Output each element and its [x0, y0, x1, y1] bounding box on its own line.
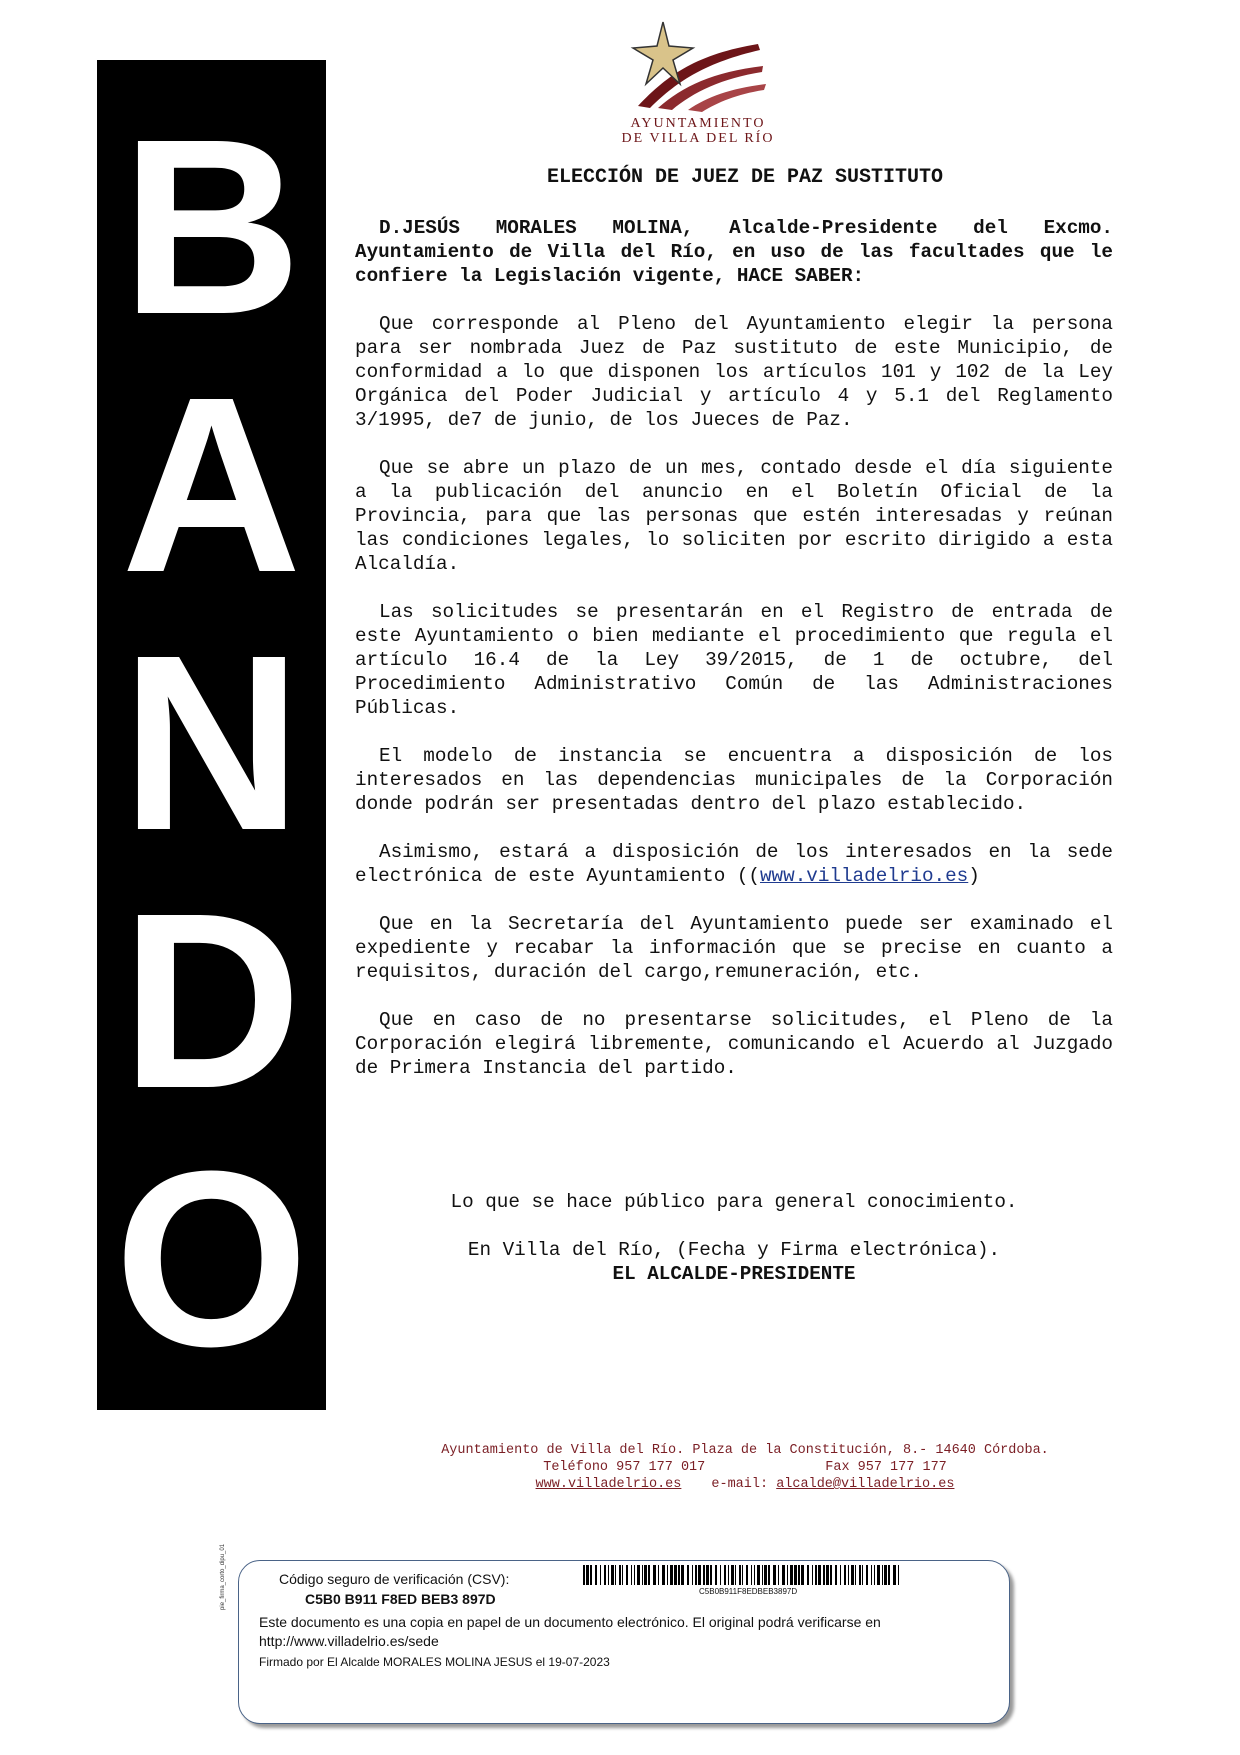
- municipal-logo: [598, 14, 798, 150]
- footer-phone: Teléfono 957 177 017: [543, 1460, 706, 1475]
- bando-letter: B: [121, 87, 302, 366]
- page-footer: [355, 1442, 1135, 1493]
- sede-close: ): [968, 865, 980, 887]
- logo-text: AYUNTAMIENTO: [630, 116, 766, 131]
- logo-text: DE VILLA DEL RÍO: [621, 131, 775, 146]
- footer-links-row: [355, 1476, 1135, 1493]
- body-paragraph: Las solicitudes se presentarán en el Registro de entrada de este Ayuntamiento o bien mediante el procedimiento que regula el artículo 16.4 de la Ley 39/2015, de 1 de octubre, del Procedimiento Administrativo Común de las Administraciones Públicas.: [355, 601, 1113, 719]
- closing-signer: EL ALCALDE-PRESIDENTE: [612, 1263, 856, 1285]
- bando-letter: N: [121, 603, 302, 882]
- verification-box: [238, 1560, 1010, 1724]
- barcode-text: C5B0B911F8EDBEB3897D: [699, 1587, 798, 1596]
- barcode-image: [583, 1565, 943, 1585]
- signed-by: Firmado por El Alcalde MORALES MOLINA JESUS el 19-07-2023: [259, 1655, 610, 1669]
- sede-paragraph: [355, 840, 1113, 888]
- body-paragraph: Que corresponde al Pleno del Ayuntamiento elegir la persona para ser nombrada Juez de Paz sustituto de este Municipio, de conformidad a lo que disponen los artículos 101 y 102 de la Ley Orgánica del Poder Judicial y artículo 4 y 5.1 del Reglamento 3/1995, de7 de junio, de los Jueces de Paz.: [355, 313, 1113, 431]
- intro-paragraph: D.JESÚS MORALES MOLINA, Alcalde-Presidente del Excmo. Ayuntamiento de Villa del Río, en uso de las facultades que le confiere la Legislación vigente, HACE SABER:: [355, 217, 1113, 287]
- bando-letter: O: [114, 1119, 309, 1398]
- body-paragraph: Que en la Secretaría del Ayuntamiento puede ser examinado el expediente y recabar la información que se precise en cuanto a requisitos, duración del cargo,remuneración, etc.: [355, 913, 1113, 983]
- body-paragraph: El modelo de instancia se encuentra a disposición de los interesados en las dependencias municipales de la Corporación donde podrán ser presentadas dentro del plazo establecido.: [355, 745, 1113, 815]
- footer-email-group: [711, 1476, 954, 1493]
- document-body: [355, 216, 1113, 1104]
- footer-web-link[interactable]: www.villadelrio.es: [535, 1477, 682, 1492]
- footer-address: Ayuntamiento de Villa del Río. Plaza de la Constitución, 8.- 14640 Córdoba.: [441, 1443, 1049, 1458]
- bando-letter: A: [121, 345, 302, 624]
- footer-email-link[interactable]: alcalde@villadelrio.es: [776, 1477, 955, 1492]
- side-code: pie_firma_corto_dipu_01: [220, 1543, 226, 1610]
- bando-letter: D: [121, 861, 302, 1140]
- sede-text: Asimismo, estará a disposición de los interesados en la sede electrónica de este Ayuntamiento ((: [355, 841, 1113, 887]
- sede-link[interactable]: www.villadelrio.es: [759, 865, 969, 887]
- footer-contact-row: [355, 1459, 1135, 1476]
- body-paragraph: Que se abre un plazo de un mes, contado desde el día siguiente a la publicación del anuncio en el Boletín Oficial de la Provincia, para que las personas que estén interesadas y reúnan las condiciones legales, lo soliciten por escrito dirigido a esta Alcaldía.: [355, 457, 1113, 575]
- body-paragraph: Que en caso de no presentarse solicitudes, el Pleno de la Corporación elegirá libremente, comunicando el Acuerdo al Juzgado de Primera Instancia del partido.: [355, 1009, 1113, 1079]
- footer-email-label: e-mail:: [711, 1477, 769, 1492]
- document-title: ELECCIÓN DE JUEZ DE PAZ SUSTITUTO: [546, 166, 944, 189]
- star-mountain-icon: [628, 14, 768, 114]
- bando-banner: [97, 60, 326, 1410]
- verification-note: Este documento es una copia en papel de un documento electrónico. El original podrá verificarse en http://www.villadelrio.es/sede: [259, 1614, 881, 1649]
- footer-fax: Fax 957 177 177: [825, 1460, 947, 1475]
- csv-label: Código seguro de verificación (CSV):: [279, 1571, 510, 1587]
- closing-public: Lo que se hace público para general conocimiento.: [450, 1191, 1018, 1213]
- csv-code: C5B0 B911 F8ED BEB3 897D: [305, 1591, 496, 1607]
- closing-place: En Villa del Río, (Fecha y Firma electrónica).: [467, 1239, 1001, 1261]
